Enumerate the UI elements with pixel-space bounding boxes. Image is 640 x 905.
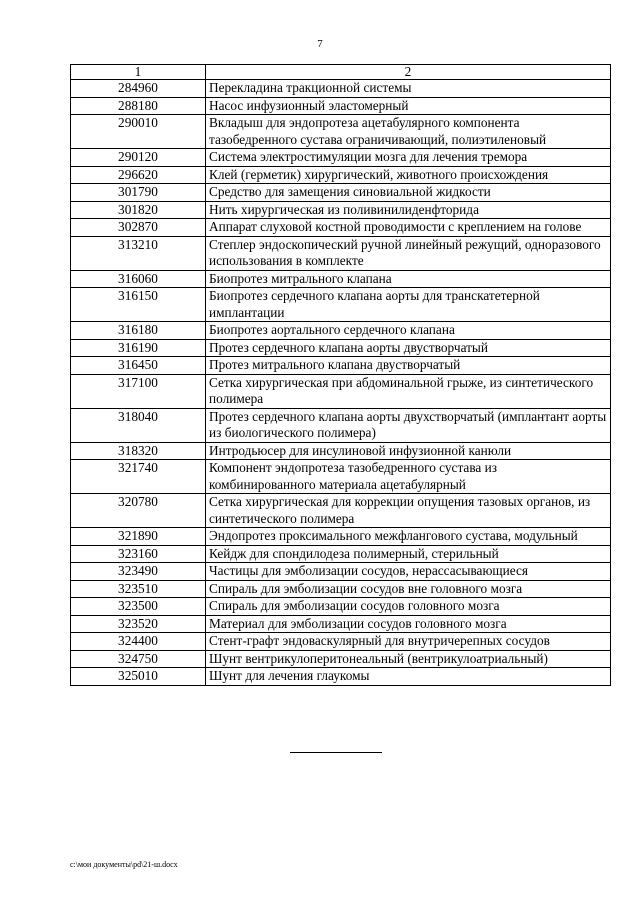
page-number: 7	[317, 38, 323, 50]
row-code: 313210	[71, 236, 206, 270]
row-name: Сетка хирургическая для коррекции опущения тазовых органов, из синтетического полимера	[206, 494, 611, 528]
table-row	[71, 201, 611, 219]
row-name: Сетка хирургическая при абдоминальной грыже, из синтетического полимера	[206, 374, 611, 408]
row-name: Перекладина тракционной системы	[206, 80, 611, 98]
row-name: Степлер эндоскопический ручной линейный режущий, одноразового использования в комплекте	[206, 236, 611, 270]
row-code: 301790	[71, 184, 206, 202]
row-code: 284960	[71, 80, 206, 98]
row-name: Шунт для лечения глаукомы	[206, 668, 611, 686]
table-row	[71, 374, 611, 408]
table-row	[71, 615, 611, 633]
row-code: 323510	[71, 580, 206, 598]
row-name: Кейдж для спондилодеза полимерный, стерильный	[206, 545, 611, 563]
row-code: 321890	[71, 528, 206, 546]
table-row	[71, 357, 611, 375]
row-name: Биопротез сердечного клапана аорты для транскатетерной имплантации	[206, 288, 611, 322]
row-code: 296620	[71, 166, 206, 184]
closing-divider	[290, 752, 382, 753]
row-name: Интродьюсер для инсулиновой инфузионной канюли	[206, 442, 611, 460]
row-name: Биопротез аортального сердечного клапана	[206, 322, 611, 340]
row-code: 316450	[71, 357, 206, 375]
row-name: Насос инфузионный эластомерный	[206, 97, 611, 115]
table-row	[71, 149, 611, 167]
row-name: Протез сердечного клапана аорты двухстворчатый (имплантант аорты из биологического полимера)	[206, 408, 611, 442]
row-code: 323500	[71, 598, 206, 616]
row-name: Компонент эндопротеза тазобедренного сустава из комбинированного материала ацетабулярный	[206, 460, 611, 494]
row-code: 316190	[71, 339, 206, 357]
row-code: 325010	[71, 668, 206, 686]
row-name: Спираль для эмболизации сосудов головного мозга	[206, 598, 611, 616]
row-code: 320780	[71, 494, 206, 528]
table-row	[71, 545, 611, 563]
table-row	[71, 408, 611, 442]
row-name: Протез митрального клапана двустворчатый	[206, 357, 611, 375]
table-row	[71, 494, 611, 528]
table-row	[71, 322, 611, 340]
row-name: Шунт вентрикулоперитонеальный (вентрикулоатриальный)	[206, 650, 611, 668]
row-code: 323160	[71, 545, 206, 563]
table-row	[71, 442, 611, 460]
table-row	[71, 563, 611, 581]
row-code: 302870	[71, 219, 206, 237]
table-row	[71, 528, 611, 546]
row-name: Вкладыш для эндопротеза ацетабулярного компонента тазобедренного сустава ограничивающий, полиэтиленовый	[206, 115, 611, 149]
row-code: 316150	[71, 288, 206, 322]
table-row	[71, 288, 611, 322]
column-header-code: 1	[71, 65, 206, 80]
row-name: Эндопротез проксимального межфлангового сустава, модульный	[206, 528, 611, 546]
row-code: 318320	[71, 442, 206, 460]
table-row	[71, 633, 611, 651]
row-name: Спираль для эмболизации сосудов вне головного мозга	[206, 580, 611, 598]
table-row	[71, 219, 611, 237]
table-row	[71, 166, 611, 184]
row-code: 324400	[71, 633, 206, 651]
table-row	[71, 97, 611, 115]
row-code: 323490	[71, 563, 206, 581]
table-row	[71, 115, 611, 149]
table-row	[71, 184, 611, 202]
row-code: 321740	[71, 460, 206, 494]
row-name: Аппарат слуховой костной проводимости с креплением на голове	[206, 219, 611, 237]
table-row	[71, 598, 611, 616]
table-header-row	[71, 65, 611, 80]
row-code: 318040	[71, 408, 206, 442]
table-row	[71, 270, 611, 288]
row-name: Клей (герметик) хирургический, животного происхождения	[206, 166, 611, 184]
row-code: 290010	[71, 115, 206, 149]
row-code: 316180	[71, 322, 206, 340]
row-code: 301820	[71, 201, 206, 219]
table-row	[71, 580, 611, 598]
table-row	[71, 236, 611, 270]
row-code: 316060	[71, 270, 206, 288]
row-code: 317100	[71, 374, 206, 408]
table-row	[71, 339, 611, 357]
row-name: Средство для замещения синовиальной жидкости	[206, 184, 611, 202]
table-row	[71, 460, 611, 494]
row-name: Стент-графт эндоваскулярный для внутричерепных сосудов	[206, 633, 611, 651]
row-name: Нить хирургическая из поливинилиденфторида	[206, 201, 611, 219]
row-code: 288180	[71, 97, 206, 115]
row-name: Биопротез митрального клапана	[206, 270, 611, 288]
column-header-name: 2	[206, 65, 611, 80]
table-row	[71, 80, 611, 98]
row-code: 290120	[71, 149, 206, 167]
table-row	[71, 668, 611, 686]
table-row	[71, 650, 611, 668]
footer-file-path: c:\мои документы\pd\21-ш.docx	[70, 860, 178, 869]
row-name: Частицы для эмболизации сосудов, нерассасывающиеся	[206, 563, 611, 581]
row-name: Материал для эмболизации сосудов головного мозга	[206, 615, 611, 633]
row-code: 323520	[71, 615, 206, 633]
document-table	[70, 64, 611, 686]
row-name: Протез сердечного клапана аорты двустворчатый	[206, 339, 611, 357]
row-code: 324750	[71, 650, 206, 668]
row-name: Система электростимуляции мозга для лечения тремора	[206, 149, 611, 167]
